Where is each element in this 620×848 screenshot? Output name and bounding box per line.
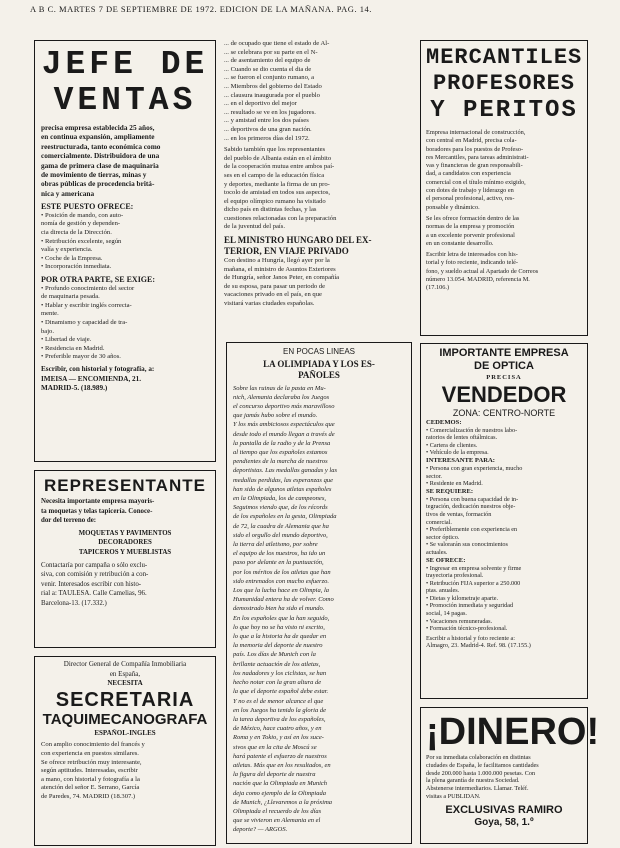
ad-opt-contact: [426, 635, 582, 650]
mid-lines3-line: Con destino a Hungría, llegó ayer por la: [224, 257, 330, 265]
opt-g4-line: ptas. anuales.: [426, 587, 460, 595]
article-olimpiada: [226, 342, 412, 844]
olimp-body: [233, 384, 405, 835]
opt-g4-line: • Dietas y kilometraje aparte.: [426, 594, 499, 602]
mid-lines3-line: mañana, el ministro de Asuntos Exteriores: [224, 265, 336, 273]
mid-lines-line: ... en los primeros días del 1972.: [224, 134, 310, 142]
olimp-body-line: Sobre las ruinas de la pasta en Mu-: [233, 384, 326, 392]
olimp-body-line: en los Juegos ha tenido la gloria de: [233, 706, 326, 714]
olimp-body-line: al tiempo que los españoles estamos: [233, 449, 328, 457]
rep-tail-line: rial a: TAULESA. Calle Camelias, 96.: [41, 590, 147, 598]
rep-products-line: TAPICEROS Y MUEBLISTAS: [78, 548, 172, 556]
mid-head-line: EL MINISTRO HUNGARO DEL EX-: [224, 235, 372, 246]
jefe-intro-line: en continua expansión, ampliamente: [41, 132, 155, 142]
olimp-body-line: el concurso deportivo más maravilloso: [233, 403, 335, 410]
jefe-requires-line: • Libertad de viaje.: [41, 336, 92, 344]
ad-rep-tail: [41, 561, 209, 609]
sec-body-line: atención del señor E. Serrano, García: [41, 784, 140, 792]
merc-body3-line: fono, y sueldo actual al Apartado de Correos: [426, 267, 539, 275]
olimp-body-line: de Munich, ¿Llevaremos a la próxima: [233, 798, 333, 806]
ad-sec-language: ESPAÑOL-INGLES: [94, 728, 156, 737]
ad-dinero-address: Goya, 58, 1.º: [474, 816, 534, 828]
ad-representante: [34, 470, 216, 648]
olimp-body-line: país. Los días de Munich con la: [233, 651, 316, 659]
ad-rep-products: [41, 529, 209, 558]
ad-merc-body-3: [426, 251, 582, 292]
olimp-body-line: han sido de algunos atletas españoles: [233, 485, 332, 493]
ad-opt-group-2: INTERESANTE PARA:: [426, 456, 495, 464]
ad-opt-group-3-items: [426, 496, 582, 557]
opt-g4-line: • Vacaciones remuneradas.: [426, 617, 493, 625]
olimp-body-line: demostrado bien ha sido el mundo.: [233, 605, 325, 613]
olimp-body-line: Y los más ambiciosos espectáculos que: [233, 421, 335, 429]
olimp-body-line: paso por delante en la puntuación,: [233, 559, 324, 567]
mid-lines-line: ... en el deportivo del mejor: [224, 100, 297, 108]
olimp-body-line: de México, hace cuatro años, y en: [233, 725, 322, 733]
rep-tail-line: venir. Interesados escribir con histo-: [41, 580, 142, 588]
olimp-head-line: LA OLIMPIADA Y LOS ES-: [263, 358, 375, 369]
mid-lines-line: ... de ocupado que tiene el estado de Al-: [224, 40, 330, 47]
opt-contact-line: Almagro, 23. Madrid-4. Ref. 98. (17.155.): [426, 642, 531, 650]
olimp-body-line: la memoria del deporte de nuestro: [233, 642, 323, 650]
olimp-body-line: Los que la lucha hace en Olimpia, la: [233, 587, 330, 595]
merc-body2-line: a un excelente porvenir profesional: [426, 231, 515, 239]
jefe-requires-line: mente.: [41, 310, 59, 318]
ad-rep-title: REPRESENTANTE: [44, 476, 206, 495]
rep-tail-line: Barcelona-13. (17.332.): [41, 599, 107, 607]
merc-body-line: Empresa internacional de construcción,: [426, 129, 526, 136]
olimp-body-line: nich, Alemania declaraba los Juegos: [233, 393, 330, 401]
olimp-body-line: la figura del deporte de nuestra: [233, 771, 316, 779]
olimp-body-line: desde todo el mundo llegan a través de: [233, 430, 335, 438]
ad-opt-group-1: CEDEMOS:: [426, 418, 462, 426]
ad-jefe-intro: [41, 123, 209, 198]
ad-sec-title-2: TAQUIMECANOGRAFA: [42, 710, 208, 728]
ad-jefe-title-2: VENTAS: [53, 82, 197, 119]
opt-g3-line: comercial.: [426, 518, 452, 526]
opt-g4-line: • Retribución FIJA superior a 250.000: [426, 579, 521, 587]
ad-dinero: [420, 707, 600, 844]
jefe-offers-line: • Retribución excelente, según: [41, 237, 122, 245]
olimp-body-line: medallas perdidas, las esperanzas que: [233, 476, 333, 484]
din-body-line: desde 200.000 hasta 1.000.000 pesetas. Con: [426, 769, 536, 777]
ad-merc-title-2: PROFESORES: [432, 71, 576, 96]
din-body-line: ciudades de España, le facilitamos cantidades: [426, 761, 539, 769]
merc-body-line: con dotes de trabajo y liderazgo en: [426, 187, 514, 195]
olimp-body-line: Roma y en Tokio, y así en los suce-: [233, 734, 324, 742]
olimp-body-line: que se vivieron en Alemania en el: [233, 817, 321, 825]
mid-lines2-line: dicho país en distintas fechas, y las: [224, 206, 317, 214]
olimp-body-line: En los españoles que la han seguido,: [233, 614, 330, 622]
ad-rep-body: [41, 497, 209, 526]
olimp-body-line: Olimpiada el recuerdo de los días: [233, 807, 322, 815]
opt-g1-line: • Cartera de clientes.: [426, 441, 478, 449]
opt-g4-line: trayectoria profesional.: [426, 572, 484, 580]
ad-sec-title-1: SECRETARIA: [55, 688, 195, 711]
ad-sec-top: Director General de Compañía Inmobiliaria: [63, 660, 187, 668]
ad-opt-group-2-items: [426, 465, 582, 488]
article-lines-3: [224, 257, 412, 309]
olimp-body-line: deja como ejemplo de la Olimpiada: [233, 789, 326, 797]
opt-g3-line: • Persona con buena capacidad de in-: [426, 495, 519, 503]
jefe-requires-line: • Residencia en Madrid.: [41, 344, 105, 352]
ad-secretaria: [34, 656, 216, 846]
ad-merc-body-2: [426, 215, 582, 248]
mid-lines2-line: cuestiones relacionadas con la preparación: [224, 214, 337, 222]
olimp-body-line: sido el orgullo del mundo deportivo,: [233, 531, 328, 539]
ad-sec-body: [41, 741, 209, 801]
opt-g2-line: sector.: [426, 472, 442, 480]
ad-jefe-offer-heading: ESTE PUESTO OFRECE:: [41, 202, 134, 212]
din-body-line: la plena garantía de nuestra Sociedad.: [426, 777, 520, 785]
opt-g3-line: sector óptico.: [426, 533, 460, 541]
sec-body-line: a mano, con historial y fotografía a la: [41, 775, 140, 783]
merc-body2-line: normas de la empresa y promoción: [426, 223, 515, 231]
olimp-body-line: hecho notar con la gran altura de: [233, 679, 322, 687]
opt-g3-line: tivos de ventas, formación: [426, 510, 492, 518]
ad-opt-group-4-items: [426, 565, 582, 633]
olimp-body-line: Humanidad entera ha de volver. Como: [233, 596, 334, 604]
rep-products-line: MOQUETAS Y PAVIMENTOS: [78, 529, 172, 537]
opt-g3-line: actuales.: [426, 548, 448, 556]
olimp-body-line: sido entrenados con mucho esfuerzo.: [233, 577, 329, 585]
sec-body-line: Se ofrece retribución muy interesante,: [41, 758, 142, 766]
article-hungary-headline: [224, 235, 412, 257]
jefe-requires-line: bajo.: [41, 327, 55, 335]
olimp-body-line: la pantalla de la radio y de la Prensa: [233, 439, 331, 447]
jefe-offers-line: cia directa de la Dirección.: [41, 229, 112, 237]
merc-body2-line: Se les ofrece formación dentro de las: [426, 214, 520, 222]
rep-body-line: Necesita importante empresa mayoris-: [41, 498, 155, 505]
mid-lines-line: ... clausura inaugurada por el pueblo: [224, 91, 320, 99]
jefe-offers-line: • Coche de la Empresa.: [41, 254, 103, 262]
mid-lines2-line: el equipo olímpico rumano ha visitado: [224, 197, 326, 205]
mid-lines3-line: vacaciones privado en el país, en que: [224, 291, 322, 299]
olimp-body-line: que jamás hubo sobre el mundo.: [233, 412, 318, 420]
sec-body-line: según aptitudes. Interesadas, escribir: [41, 767, 138, 775]
merc-body-line: ponsable y dinámico.: [426, 203, 480, 211]
ad-opt-group-1-items: [426, 427, 582, 457]
olimp-body-line: el equipo de los nuestros, ha ido un: [233, 550, 326, 558]
ad-opt-group-3: SE REQUIERE:: [426, 487, 474, 495]
opt-g4-line: • Ingresar en empresa solvente y firme: [426, 564, 522, 572]
olimp-body-line: lo que hoy no se ha visto ni escrito,: [233, 623, 325, 631]
ad-jefe-contact: [41, 365, 209, 394]
rep-body-line: dor del terreno de:: [41, 517, 97, 525]
olimp-body-line: sivos que en la cita de Moscú se: [233, 743, 317, 751]
mid-lines2-line: ses en el campo de la educación física: [224, 171, 325, 179]
olimp-body-line: la tarea deportiva de los españoles,: [233, 715, 326, 723]
merc-body3-line: número 13.054. MADRID, referencia M.: [426, 276, 530, 284]
din-body-line: Por su inmediata colaboración en distintas: [426, 754, 531, 761]
mid-lines3-line: visitará varias ciudades españolas.: [224, 300, 315, 308]
article-continuation: [224, 40, 412, 315]
ad-optica: [420, 343, 588, 699]
jefe-requires-line: • Hablar y escribir inglés correcta-: [41, 301, 132, 309]
opt-g1-line: • Comercialización de nuestros labo-: [426, 426, 518, 434]
opt-g3-line: tegración, dedicación nuestros obje-: [426, 503, 516, 511]
mid-lines-line: ... se celebrara por su parte en el N-: [224, 48, 318, 56]
ad-jefe-require-heading: POR OTRA PARTE, SE EXIGE:: [41, 275, 156, 284]
ad-opt-title-2: DE OPTICA: [474, 360, 534, 372]
opt-g4-line: social, 14 pagas.: [426, 610, 467, 618]
jefe-intro-line: comercialmente. Distribuidora de una: [41, 151, 160, 161]
jefe-offers-line: • Incorporación inmediata.: [41, 263, 112, 271]
olimp-body-line: la tierra del atletismo, por sobre: [233, 541, 318, 549]
olimp-body-line: brillante actuación de los atletas,: [233, 660, 321, 668]
article-lines-1: [224, 40, 412, 143]
mid-head-line: TERIOR, EN VIAJE PRIVADO: [224, 246, 349, 257]
mid-lines2-line: del pueblo de Albania están en el ámbito: [224, 154, 332, 162]
ad-sec-top-2: en España,: [109, 669, 141, 678]
din-body-line: visitas a PUBLIDAN.: [426, 792, 481, 800]
mid-lines-line: ... se fueron el conjunto rumano, a: [224, 74, 315, 82]
jefe-requires-line: • Preferible mayor de 30 años.: [41, 353, 121, 361]
jefe-offers-line: • Posición de mando, con auto-: [41, 211, 124, 219]
rep-tail-line: siva, con comisión y retribución a con-: [41, 571, 149, 579]
olimp-body-line: la que el deporte español debe estar.: [233, 688, 329, 696]
mid-lines3-line: de su esposa, para pasar un periodo de: [224, 282, 326, 290]
olimp-body-line: de 72, la cuadra de Alemania que ha: [233, 522, 329, 530]
jefe-offers-line: nomía de gestión y dependen-: [41, 220, 121, 228]
olimp-body-line: por los méritos de los atletas que han: [233, 568, 331, 576]
olimp-body-line: de los españoles en la gesta, Olimpiada: [233, 513, 337, 521]
sec-body-line: con experiencia en puestos similares.: [41, 749, 139, 757]
jefe-intro-line: gama de primera clase de maquinaria: [41, 160, 159, 170]
merc-body-line: comercial con el título mínimo exigido,: [426, 178, 526, 186]
mid-lines2-line: y deportes, mediante la firma de un pro-: [224, 180, 330, 188]
jefe-requires-line: • Dinamismo y capacidad de tra-: [41, 318, 128, 326]
ad-opt-need: PRECISA: [486, 374, 522, 381]
mid-lines-line: ... deportivos de una gran nación.: [224, 125, 312, 133]
ad-dinero-body: [426, 754, 582, 801]
ad-opt-title: VENDEDOR: [441, 381, 567, 407]
mid-lines-line: ... resultado se ve en los jugadores.: [224, 108, 316, 116]
ad-merc-title-1: MERCANTILES: [426, 45, 583, 70]
mid-lines-line: ... Miembros del gobierno del Estado: [224, 82, 322, 90]
merc-body-line: vas y financieras de gran responsabili-: [426, 162, 523, 170]
olimp-body-line: deporte? — ARGOS.: [233, 826, 288, 834]
merc-body-line: con central en Madrid, precisa cola-: [426, 137, 517, 145]
jefe-requires-line: • Profundo conocimiento del sector: [41, 284, 135, 292]
olimp-head-line: PAÑOLES: [298, 369, 340, 380]
ad-jefe-de-ventas: [34, 40, 216, 462]
ad-merc-body: [426, 129, 582, 212]
merc-body-line: dad, a candidatos con experiencia: [426, 170, 511, 178]
ad-dinero-brand: EXCLUSIVAS RAMIRO: [445, 803, 563, 816]
opt-g2-line: • Persona con gran experiencia, mucho: [426, 464, 523, 472]
ad-opt-title-1: IMPORTANTE EMPRESA: [439, 347, 569, 359]
olimp-body-line: hará patente el esfuerzo de nuestros: [233, 752, 327, 760]
merc-body3-line: Escribir letra de interesados con his-: [426, 251, 518, 259]
opt-g2-line: • Residente en Madrid.: [426, 480, 483, 488]
opt-g3-line: • Preferiblemente con experiencia en: [426, 526, 518, 534]
sec-body-line: Con amplio conocimiento del francés y: [41, 741, 145, 749]
mid-lines-line: ... Cuando se dio cuenta el dia de: [224, 65, 312, 73]
jefe-intro-line: obras públicas de procedencia britá-: [41, 179, 155, 189]
olimp-headline: [233, 359, 405, 381]
jefe-intro-line: nica y americana: [41, 188, 95, 198]
mid-lines2-line: de la cooperación mutua entre ambos paí-: [224, 163, 335, 171]
opt-g3-line: • Se valorarán sus conocimientos: [426, 541, 508, 549]
ad-merc-title-3: Y PERITOS: [430, 97, 578, 124]
mid-lines-line: ... de asentamiento del equipo de: [224, 57, 311, 65]
ad-opt-zone: ZONA: CENTRO-NORTE: [452, 407, 556, 418]
olimp-body-line: deportistas. Las medallas ganadas y las: [233, 467, 338, 475]
merc-body-line: el personal profesional, activo, res-: [426, 195, 515, 203]
olimp-kicker: EN POCAS LINEAS: [282, 347, 356, 356]
jefe-contact-line: Escribir, con historial y fotografía, a:: [41, 364, 155, 373]
opt-g1-line: • Vehículo de la empresa.: [426, 449, 489, 457]
mid-lines-line: ... y amistad entre los dos países: [224, 117, 309, 125]
article-lines-2: [224, 146, 412, 232]
jefe-intro-line: de movimiento de tierras, minas y: [41, 170, 147, 180]
opt-g1-line: ratorios de lentes oftálmicas.: [426, 434, 498, 442]
opt-contact-line: Escribir a historial y foto reciente a:: [426, 634, 515, 642]
mid-lines2-line: tocolo de amistad en todos sus aspectos,: [224, 189, 331, 197]
jefe-contact-line: IMEISA — ENCOMIENDA, 21.: [41, 374, 142, 383]
opt-g4-line: • Formación técnico-profesional.: [426, 625, 508, 633]
rep-products-line: DECORADORES: [98, 539, 152, 547]
ad-sec-need: NECESITA: [107, 679, 143, 688]
page-header: A B C. MARTES 7 DE SEPTIEMBRE DE 1972. EDICION DE LA MAÑANA. PAG. 14.: [30, 4, 372, 14]
merc-body-line: res Mercantiles, para tareas administrati-: [426, 153, 529, 161]
ad-jefe-requires: [41, 285, 209, 362]
olimp-body-line: lo que a la historia ha de quedar en: [233, 633, 327, 641]
jefe-intro-line: precisa empresa establecida 25 años,: [41, 123, 155, 132]
merc-body-line: boradores para los puestos de Profeso-: [426, 145, 524, 153]
olimp-body-line: los nadadores y los ciclistas, se han: [233, 669, 327, 677]
mid-lines2-line: Sabido también que los representantes: [224, 146, 326, 154]
olimp-body-line: Y no es el de menor alcance el que: [233, 697, 324, 705]
olimp-body-line: Seguimos viendo que, de los récords: [233, 504, 328, 512]
olimp-body-line: en la Olimpiada, los de campeones,: [233, 495, 326, 503]
ad-mercantiles: [420, 40, 588, 336]
olimp-body-line: pendientes de la marcha de nuestros: [233, 458, 328, 466]
sec-body-line: de Paredes, 74. MADRID (18.307.): [41, 792, 136, 800]
jefe-offers-line: valía y experiencia.: [41, 246, 93, 254]
mid-lines2-line: de la juventud del país.: [224, 223, 285, 231]
olimp-body-line: nación que la Olimpiada en Munich: [233, 780, 328, 788]
olimp-body-line: atletas. Más que en los resultados, en: [233, 761, 331, 769]
merc-body3-line: (17.106.): [426, 284, 450, 292]
jefe-requires-line: de maquinaria pesada.: [41, 293, 100, 301]
ad-dinero-title: ¡DINERO!: [426, 711, 600, 753]
merc-body3-line: torial y foto reciente, indicando telé-: [426, 259, 518, 267]
mid-lines3-line: de Hungría, señor Janos Peter, en compañía: [224, 274, 340, 282]
jefe-contact-line: MADRID-5. (18.989.): [41, 384, 108, 393]
ad-opt-group-4: SE OFRECE:: [426, 556, 466, 564]
jefe-intro-line: reestructurada, tanto económica como: [41, 141, 161, 151]
opt-g4-line: • Promoción inmediata y seguridad: [426, 602, 514, 610]
ad-jefe-title-1: JEFE DE: [41, 46, 209, 83]
din-body-line: Abstenerse intermediarios. Llamar. Teléf.: [426, 785, 529, 793]
rep-tail-line: Contactaría por campaña o sólo exclu-: [41, 561, 148, 569]
rep-body-line: ta moquetas y telas tapicería. Conoce-: [41, 507, 153, 515]
merc-body2-line: en un constante desarrollo.: [426, 239, 494, 247]
ad-jefe-offers: [41, 212, 209, 272]
